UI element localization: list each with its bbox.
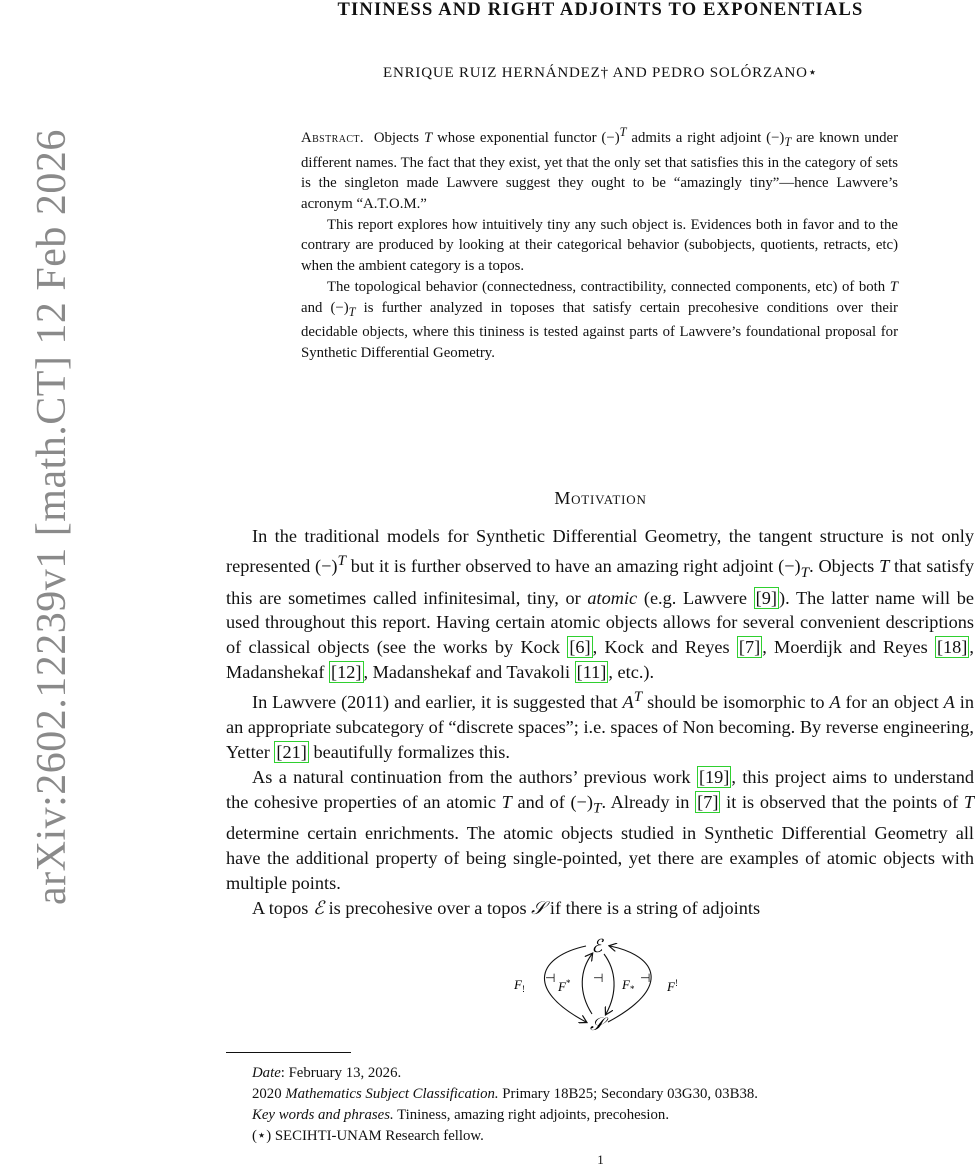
- body-paragraph-4: A topos ℰ is precohesive over a topos 𝒮 if there is a string of adjoints: [252, 898, 761, 919]
- citation-link[interactable]: [18]: [936, 637, 968, 658]
- adjoint-symbol-3: ⊣: [640, 971, 651, 985]
- abstract: [301, 122, 898, 364]
- label-f-shriek: $F_!$: [514, 977, 525, 994]
- label-f-lower-star: $F_*$: [622, 977, 635, 994]
- footnote-date: Date: February 13, 2026.: [252, 1065, 402, 1081]
- citation-link[interactable]: [7]: [738, 637, 761, 658]
- topos-s-label: 𝒮: [590, 1014, 604, 1034]
- abstract-paragraph-2: This report explores how intuitively tiny any such object is. Evidences both in favor and to the contrary are produced by looking at their categorical behavior (subobjects, quotients, retracts, etc) when the ambient category is a topos.: [301, 216, 898, 275]
- adjoint-string-diagram: [500, 930, 700, 1038]
- section-body: [226, 524, 974, 921]
- footnote-fellow: (⋆) SECIHTI-UNAM Research fellow.: [252, 1128, 484, 1144]
- footnote-msc: 2020 Mathematics Subject Classification. Primary 18B25; Secondary 03G30, 03B38.: [252, 1086, 758, 1102]
- section-heading: Motivation: [554, 488, 647, 508]
- paper-title: TININESS AND RIGHT ADJOINTS TO EXPONENTIALS: [337, 0, 864, 20]
- label-f-upper-shriek: F!: [667, 978, 678, 994]
- body-paragraph-1: In the traditional models for Synthetic Differential Geometry, the tangent structure is not only represented $(-)^T$ but it is further observed to have an amazing right adjoint $(-)_T$. Objects T that satisfy this are sometimes called infinitesimal, tiny, or atomic (e.g. Lawvere [9] ). The latter name will be used throughout this report. Having certain atomic objects allows for several convenient descriptions of classical objects (see the works by Kock [6] , Kock and Reyes [7] , Moerdijk and Reyes [18] , Madanshekaf [12] , Madanshekaf and Tavakoli [11] , etc.).: [226, 526, 974, 683]
- citation-link[interactable]: [21]: [276, 742, 307, 763]
- arrow-f-lower-star: [604, 954, 614, 1014]
- body-paragraph-2: In Lawvere (2011) and earlier, it is suggested that $A^T$ should be isomorphic to A for an object A in an appropriate subcategory of “discrete spaces”; i.e. spaces of Non becoming. By reverse engineering, Yetter [21] beautifully formalizes this.: [226, 688, 974, 763]
- citation-link[interactable]: [11]: [576, 662, 607, 683]
- footnote-rule: [226, 1052, 351, 1053]
- abstract-label: Abstract.: [301, 129, 364, 146]
- abstract-paragraph-3: The topological behavior (connectedness, contractibility, connected components, etc) of both T and $(-)_T$ is further analyzed in toposes that satisfy certain precohesive conditions over their decidable objects, where this tininess is tested against parts of Lawvere’s foundational proposal for Synthetic Differential Geometry.: [301, 278, 898, 361]
- arxiv-identifier[interactable]: arXiv:2602.12239v1 [math.CT] 12 Feb 2026: [29, 129, 75, 905]
- page-number: 1: [597, 1152, 604, 1167]
- adjoint-symbol-1: ⊣: [545, 971, 556, 985]
- footnote-keywords: Key words and phrases. Tininess, amazing right adjoints, precohesion.: [252, 1107, 670, 1123]
- arrow-f-upper-star: [582, 954, 592, 1014]
- abstract-paragraph-1: Abstract. Objects T whose exponential functor $(-)^T$ admits a right adjoint $(-)_T$ are known under different names. The fact that they exist, yet that the only set that satisfies this in the category of sets is the singleton made Lawvere suggest they ought to be “amazingly tiny”—hence Lawvere’s acronym “A.T.O.M.”: [301, 125, 899, 212]
- citation-link[interactable]: [19]: [698, 767, 730, 787]
- citation-link[interactable]: [9]: [755, 587, 777, 608]
- adjoint-symbol-2: ⊣: [593, 971, 604, 985]
- author-list: ENRIQUE RUIZ HERNÁNDEZ† AND PEDRO SOLÓRZANO⋆: [383, 65, 818, 81]
- label-f-upper-star: F*: [558, 978, 571, 994]
- citation-link[interactable]: [6]: [569, 637, 591, 658]
- body-paragraph-3: As a natural continuation from the authors’ previous work [19] , this project aims to understand the cohesive properties of an atomic T and of $(-)_T$. Already in [7] it is observed that the points of T determine certain enrichments. The atomic objects studied in Synthetic Differential Geometry all have the additional property of being single-pointed, yet there are examples of atomic objects with multiple points.: [226, 767, 975, 894]
- citation-link[interactable]: [7]: [697, 791, 719, 812]
- citation-link[interactable]: [12]: [331, 662, 362, 683]
- topos-e-label: ℰ: [591, 936, 603, 956]
